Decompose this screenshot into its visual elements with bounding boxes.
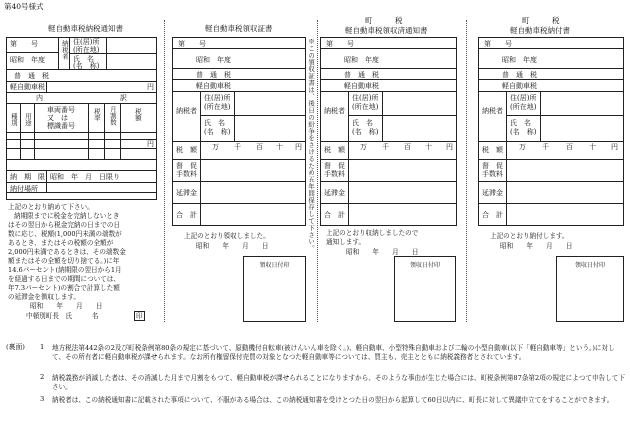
ps-taxpayer: 納税者 <box>482 107 503 115</box>
note-text-3: 納税者は、この納税通知書に記載された事項について、不服がある場合は、この納税通知書を受けとつた日の翌日から起算して60日以内に、町長に対して異議申立てをすることができます。 <box>52 396 614 404</box>
notice-col-use: 用途 <box>23 113 32 126</box>
perforation-3 <box>466 20 467 322</box>
notice-name-alt: (名 称) <box>73 62 100 70</box>
rn-tax-amount: 税 額 <box>324 146 345 154</box>
notice-year: 昭和 年度 <box>10 56 45 64</box>
notice-body-4: 数に応じ、税額(1,000円未満の端数が <box>8 230 122 238</box>
receipt-year: 昭和 年度 <box>196 56 231 64</box>
receipt-notice-no: 普 通 税 <box>196 71 231 79</box>
unit-en: 円 <box>295 143 302 151</box>
receipt-received: 上記のとおり領収しました。 <box>184 232 270 240</box>
ps-unit-en: 円 <box>611 143 618 151</box>
notice-body-11: の延滞金を徴収します。 <box>8 293 81 301</box>
ps-late-fee: 延滞金 <box>482 189 503 197</box>
ps-frame <box>478 37 624 226</box>
ps-sum: 合 計 <box>482 211 503 219</box>
receipt-side-note: ※この領収証書は、後日の紛争をさけるため五年間保存して下さい。 <box>307 38 316 252</box>
receipt-addr: 住(居)所 <box>204 94 231 102</box>
notice-name: 氏 名 <box>73 55 94 63</box>
receipt-addr-alt: (所在地) <box>204 103 231 111</box>
ps-unit-man: 万 <box>519 143 526 151</box>
rn-dunning: 督 促 <box>324 162 345 170</box>
notice-col-months: 月割数 <box>108 106 117 126</box>
rn-received: 上記のとおり収納しましたので <box>326 229 419 237</box>
receipt-date-stamp: 領収日付印 <box>243 256 306 322</box>
note-text-1: 地方税法第442条の2及び町税条例第80条の規定に基づいて、原動機付自転車(被けんいん車を除く。)、軽自動車、小型特殊自動車および二輪の小型自動車(以下「軽自動車等」という。)に対して、その所有者に軽自動車税が課せられます。なお所有権留保付売買の対象となつた軽自動車等については、買主も、売主とともに納税義務者とされています。 <box>52 344 615 361</box>
rn-frame <box>320 37 457 226</box>
note-num-2: 2 <box>40 373 45 381</box>
notice-body-3: はその翌日から税金完納の日までの日 <box>8 221 121 229</box>
notice-breakdown-r: 訳 <box>120 94 127 102</box>
ps-title: 軽自動車税納付書 <box>510 26 570 35</box>
notice-body-5: あるとき、またはその税額の全額が <box>8 239 114 247</box>
rn-notice-no: 普 通 税 <box>344 71 379 79</box>
perforation-2 <box>317 20 318 322</box>
ps-tax-amount: 税 額 <box>482 146 503 154</box>
ps-name: 氏 名 <box>510 119 531 127</box>
unit-juu: 十 <box>276 143 283 151</box>
receipt-name: 氏 名 <box>204 119 225 127</box>
receipt-taxpayer: 納税者 <box>176 107 197 115</box>
notice-due-label: 納 期 限 <box>10 173 45 181</box>
unit-sen: 千 <box>234 143 241 151</box>
notice-pay-place: 納付場所 <box>10 185 38 193</box>
perforation-1 <box>164 20 165 322</box>
rn-town: 町 税 <box>365 16 403 25</box>
ps-tax-line: 軽自動車税 <box>502 82 537 90</box>
notice-due-value: 昭和 年 月 日限り <box>50 173 120 181</box>
rn-late-fee: 延滞金 <box>324 189 345 197</box>
ps-dunning-fee: 手数料 <box>482 170 503 178</box>
ps-unit-juu: 十 <box>589 143 596 151</box>
rn-unit-hyaku: 百 <box>404 143 411 151</box>
unit-hyaku: 百 <box>256 143 263 151</box>
notice-addr-alt: (所在地) <box>73 46 100 54</box>
receipt-title: 軽自動車税領収証書 <box>205 24 273 33</box>
rn-year: 昭和 年度 <box>344 56 379 64</box>
rn-dunning-fee: 手数料 <box>324 170 345 178</box>
notice-yen: 円 <box>147 83 154 91</box>
notice-col-vehicle-3: 標識番号 <box>47 122 75 130</box>
ps-addr: 住(居)所 <box>510 94 537 102</box>
ps-notice-no: 普 通 税 <box>502 71 537 79</box>
rn-taxpayer: 納税者 <box>324 107 345 115</box>
ps-date-stamp: 領収日付印 <box>556 256 624 322</box>
rn-addr: 住(居)所 <box>352 94 379 102</box>
rn-date-stamp: 領収日付印 <box>394 256 456 322</box>
notice-body-10: 年7.3パーセント)の割合で計算した額 <box>8 284 120 292</box>
notice-body-9: を経過する日までの期間については、 <box>8 275 120 283</box>
receipt-late-fee: 延滞金 <box>176 189 197 197</box>
notice-date: 昭和 年 月 日 <box>30 302 103 310</box>
notice-col-vehicle-1: 車両番号 <box>47 106 75 114</box>
receipt-tax-line: 軽自動車税 <box>196 82 231 90</box>
notice-col-amount: 税額 <box>133 108 142 121</box>
rn-unit-man: 万 <box>360 143 367 151</box>
ps-year: 昭和 年度 <box>502 56 537 64</box>
notice-body-6: 2,000円未満であるときは、その端数金 <box>8 248 126 256</box>
receipt-tax-amount: 税 額 <box>176 146 197 154</box>
ps-town: 町 税 <box>522 16 560 25</box>
ps-date: 昭和 年 月 日 <box>500 242 573 250</box>
notice-notice-no: 普 通 税 <box>14 72 49 80</box>
rn-name: 氏 名 <box>352 119 373 127</box>
rn-unit-sen: 千 <box>382 143 389 151</box>
ps-dunning: 督 促 <box>482 162 503 170</box>
receipt-frame <box>172 37 306 226</box>
receipt-dunning-fee: 手数料 <box>176 170 197 178</box>
rn-addr-alt: (所在地) <box>352 103 379 111</box>
notice-total-yen: 円 <box>147 140 154 148</box>
receipt-dunning: 督 促 <box>176 162 197 170</box>
notice-no: 第 号 <box>10 40 38 48</box>
note-num-1: 1 <box>40 343 45 351</box>
notice-taxpayer: 納税者 <box>60 40 69 60</box>
rn-date: 昭和 年 月 日 <box>346 248 419 256</box>
rn-unit-juu: 十 <box>425 143 432 151</box>
receipt-name-alt: (名 称) <box>204 128 231 136</box>
notice-body-7: 額またはその全額を切り捨てる。)に年 <box>8 257 120 265</box>
notice-title: 軽自動車税納税通知書 <box>48 24 123 33</box>
notice-col-rate: 税率 <box>92 108 101 121</box>
notice-addr: 住(居)所 <box>73 38 100 46</box>
rn-title: 軽自動車税領収済通知書 <box>345 26 428 35</box>
ps-unit-sen: 千 <box>542 143 549 151</box>
note-num-3: 3 <box>40 395 45 403</box>
notice-tax-line: 軽自動車税 <box>10 83 45 91</box>
ps-received: 上記のとおり納付します。 <box>490 232 569 240</box>
notice-body-8: 14.6パーセント(納期限の翌日から1月 <box>8 266 122 274</box>
rn-received-2: 通知します。 <box>326 238 366 246</box>
rn-unit-en: 円 <box>446 143 453 151</box>
notice-issuer: 中頓別町長 氏 名 <box>26 312 99 320</box>
rn-sum: 合 計 <box>324 211 345 219</box>
note-text-2: 納税義務が消滅した者は、その消滅した月まで月割をもつて、軽自動車税が課せられることになりますから、そのような事由が生じた場合には、町税条例第87条第2項の規定によつて申告して下さい。 <box>52 374 625 391</box>
notice-body-1: 上記のとおり納めて下さい。 <box>8 203 94 211</box>
notice-col-vehicle-2: 又 は <box>47 114 68 122</box>
unit-man: 万 <box>212 143 219 151</box>
ps-no: 第 号 <box>484 40 512 48</box>
rn-no: 第 号 <box>326 40 354 48</box>
ps-addr-alt: (所在地) <box>510 103 537 111</box>
rn-name-alt: (名 称) <box>352 128 379 136</box>
notice-breakdown-l: 内 <box>36 94 43 102</box>
ps-unit-hyaku: 百 <box>566 143 573 151</box>
form-number: 第40号様式 <box>4 2 44 11</box>
notice-col-type: 種別 <box>9 113 18 126</box>
receipt-no: 第 号 <box>178 40 206 48</box>
receipt-sum: 合 計 <box>176 211 197 219</box>
notice-body-2: 納期限までに税金を完納しないとき <box>14 212 120 220</box>
receipt-date: 昭和 年 月 日 <box>196 242 269 250</box>
notes-label: (裏面) <box>6 343 25 351</box>
ps-name-alt: (名 称) <box>510 128 537 136</box>
seal-mark: 印 <box>136 312 143 320</box>
rn-tax-line: 軽自動車税 <box>344 82 379 90</box>
